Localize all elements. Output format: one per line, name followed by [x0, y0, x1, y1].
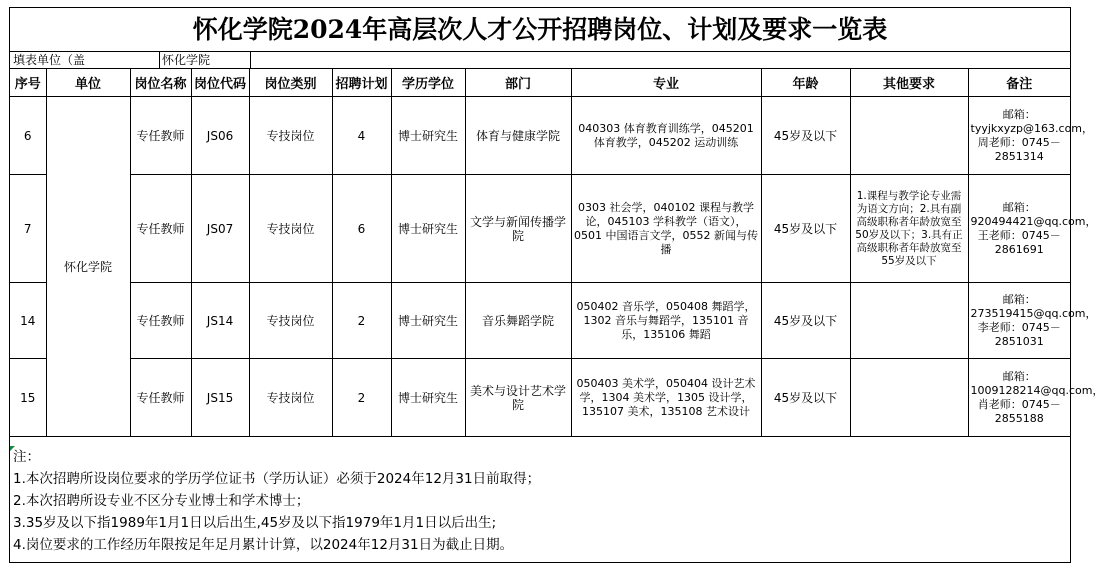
filler-value: 怀化学院 [162, 53, 211, 67]
age-cell: 45岁及以下 [761, 175, 850, 283]
major-cell: 040303 体育教育训练学，045201 体育教学，045202 运动训练 [571, 97, 761, 175]
category-cell: 专技岗位 [249, 359, 332, 437]
seq-cell: 7 [10, 175, 46, 283]
category-cell: 专技岗位 [249, 283, 332, 359]
major-cell: 050403 美术学，050404 设计艺术学，1304 美术学，1305 设计学，135107 美术，135108 艺术设计 [571, 359, 761, 437]
note-item: 4.岗位要求的工作经历年限按足年足月累计计算，以2024年12月31日为截止日期。 [13, 537, 514, 553]
dept-cell: 美术与设计艺术学院 [465, 359, 571, 437]
header-row [10, 69, 1070, 97]
degree-cell: 博士研究生 [391, 283, 465, 359]
seq-cell: 15 [10, 359, 46, 437]
age-cell: 45岁及以下 [761, 97, 850, 175]
dept-cell: 体育与健康学院 [465, 97, 571, 175]
other-cell: 1.课程与教学论专业需为语文方向；2.具有副高级职称者年龄放宽至50岁及以下；3.具有正高级职称者年龄放宽至55岁及以下 [850, 175, 968, 283]
degree-cell: 博士研究生 [391, 359, 465, 437]
seq-cell: 6 [10, 97, 46, 175]
remark-cell: 邮箱：273519415@qq.com，李老师：0745－2851031 [968, 283, 1070, 359]
category-cell: 专技岗位 [249, 175, 332, 283]
header-other: 其他要求 [850, 69, 968, 97]
major-cell: 0303 社会学，040102 课程与教学论，045103 学科教学（语文），0501 中国语言文学，0552 新闻与传播 [571, 175, 761, 283]
header-position: 岗位名称 [130, 69, 191, 97]
header-seq: 序号 [10, 69, 46, 97]
code-cell: JS15 [191, 359, 249, 437]
filler-row [10, 52, 1070, 69]
header-unit: 单位 [46, 69, 130, 97]
remark-cell: 邮箱：920494421@qq.com，王老师：0745－2861691 [968, 175, 1070, 283]
notes-section [10, 446, 1070, 556]
other-cell [850, 283, 968, 359]
major-cell: 050402 音乐学，050408 舞蹈学，1302 音乐与舞蹈学，135101 音乐，135106 舞蹈 [571, 283, 761, 359]
category-cell: 专技岗位 [249, 97, 332, 175]
degree-cell: 博士研究生 [391, 97, 465, 175]
header-degree: 学历学位 [391, 69, 465, 97]
code-cell: JS06 [191, 97, 249, 175]
position-cell: 专任教师 [130, 175, 191, 283]
plan-cell: 2 [332, 359, 391, 437]
notes-heading: 注： [13, 449, 40, 465]
header-remark: 备注 [968, 69, 1070, 97]
other-cell [850, 359, 968, 437]
remark-cell: 邮箱：tyyjkxyzp@163.com，周老师：0745－2851314 [968, 97, 1070, 175]
other-cell [850, 97, 968, 175]
note-item: 1.本次招聘所设岗位要求的学历学位证书（学历认证）必须于2024年12月31日前取得； [13, 471, 541, 487]
seq-cell: 14 [10, 283, 46, 359]
table-row [10, 359, 1070, 437]
header-major: 专业 [571, 69, 761, 97]
header-dept: 部门 [465, 69, 571, 97]
degree-cell: 博士研究生 [391, 175, 465, 283]
recruitment-sheet [9, 7, 1103, 563]
age-cell: 45岁及以下 [761, 359, 850, 437]
table-row [10, 97, 1070, 175]
position-cell: 专任教师 [130, 97, 191, 175]
plan-cell: 4 [332, 97, 391, 175]
dept-cell: 音乐舞蹈学院 [465, 283, 571, 359]
age-cell: 45岁及以下 [761, 283, 850, 359]
header-code: 岗位代码 [191, 69, 249, 97]
header-age: 年龄 [761, 69, 850, 97]
code-cell: JS07 [191, 175, 249, 283]
position-cell: 专任教师 [130, 359, 191, 437]
note-item: 2.本次招聘所设专业不区分专业博士和学术博士； [13, 493, 310, 509]
code-cell: JS14 [191, 283, 249, 359]
remark-cell: 邮箱：1009128214@qq.com，肖老师：0745－2855188 [968, 359, 1070, 437]
header-plan: 招聘计划 [332, 69, 391, 97]
plan-cell: 2 [332, 283, 391, 359]
note-item: 3.35岁及以下指1989年1月1日以后出生,45岁及以下指1979年1月1日以后出生; [13, 515, 497, 531]
document-title: 怀化学院2024年高层次人才公开招聘岗位、计划及要求一览表 [10, 8, 1070, 52]
table-row [10, 175, 1070, 283]
dept-cell: 文学与新闻传播学院 [465, 175, 571, 283]
plan-cell: 6 [332, 175, 391, 283]
filler-label: 填表单位（盖 [13, 53, 86, 67]
header-category: 岗位类别 [249, 69, 332, 97]
unit-cell: 怀化学院 [46, 97, 130, 437]
table-row [10, 283, 1070, 359]
positions-table [10, 69, 1103, 437]
position-cell: 专任教师 [130, 283, 191, 359]
